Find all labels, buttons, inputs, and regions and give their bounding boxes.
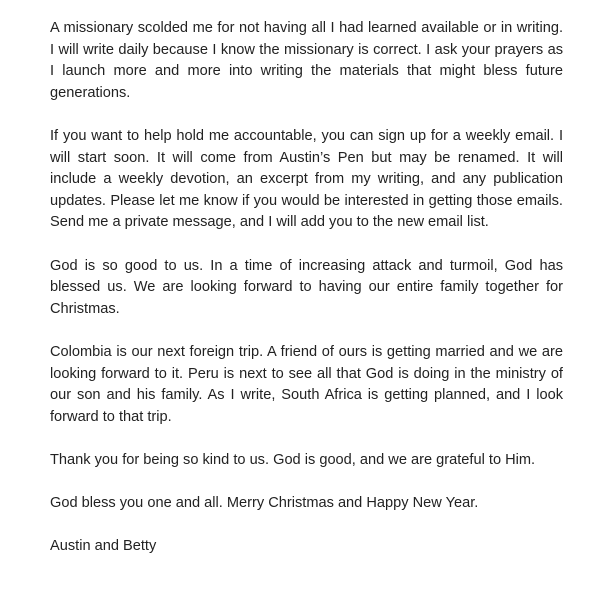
paragraph-foreign-trips: Colombia is our next foreign trip. A friend of ours is getting married and we are looking forward to it. Peru is next to see all that God is doing in the ministry of our son and his family. As I write, South Africa is getting planned, and I look forward to that trip. — [50, 343, 563, 425]
paragraph-writing-plans: A missionary scolded me for not having all I had learned available or in writing. I will write daily because I know the missionary is correct. I ask your prayers as I launch more and more into writing the materials that might bless future generations. — [50, 20, 563, 101]
signature: Austin and Betty — [50, 538, 157, 555]
letter-body — [50, 18, 563, 558]
paragraph-blessing: God bless you one and all. Merry Christmas and Happy New Year. — [50, 495, 479, 512]
paragraph-family-christmas: God is so good to us. In a time of increasing attack and turmoil, God has blessed us. We are looking forward to having our entire family together for Christmas. — [50, 257, 563, 317]
paragraph-thanks: Thank you for being so kind to us. God is good, and we are grateful to Him. — [50, 451, 536, 468]
paragraph-weekly-email: If you want to help hold me accountable, you can sign up for a weekly email. I will start soon. It will come from Austin’s Pen but may be renamed. It will include a weekly devotion, an excerpt from my writing, and any publication updates. Please let me know if you would be interested in getting those emails. Send me a private message, and I will add you to the new email list. — [50, 127, 563, 231]
